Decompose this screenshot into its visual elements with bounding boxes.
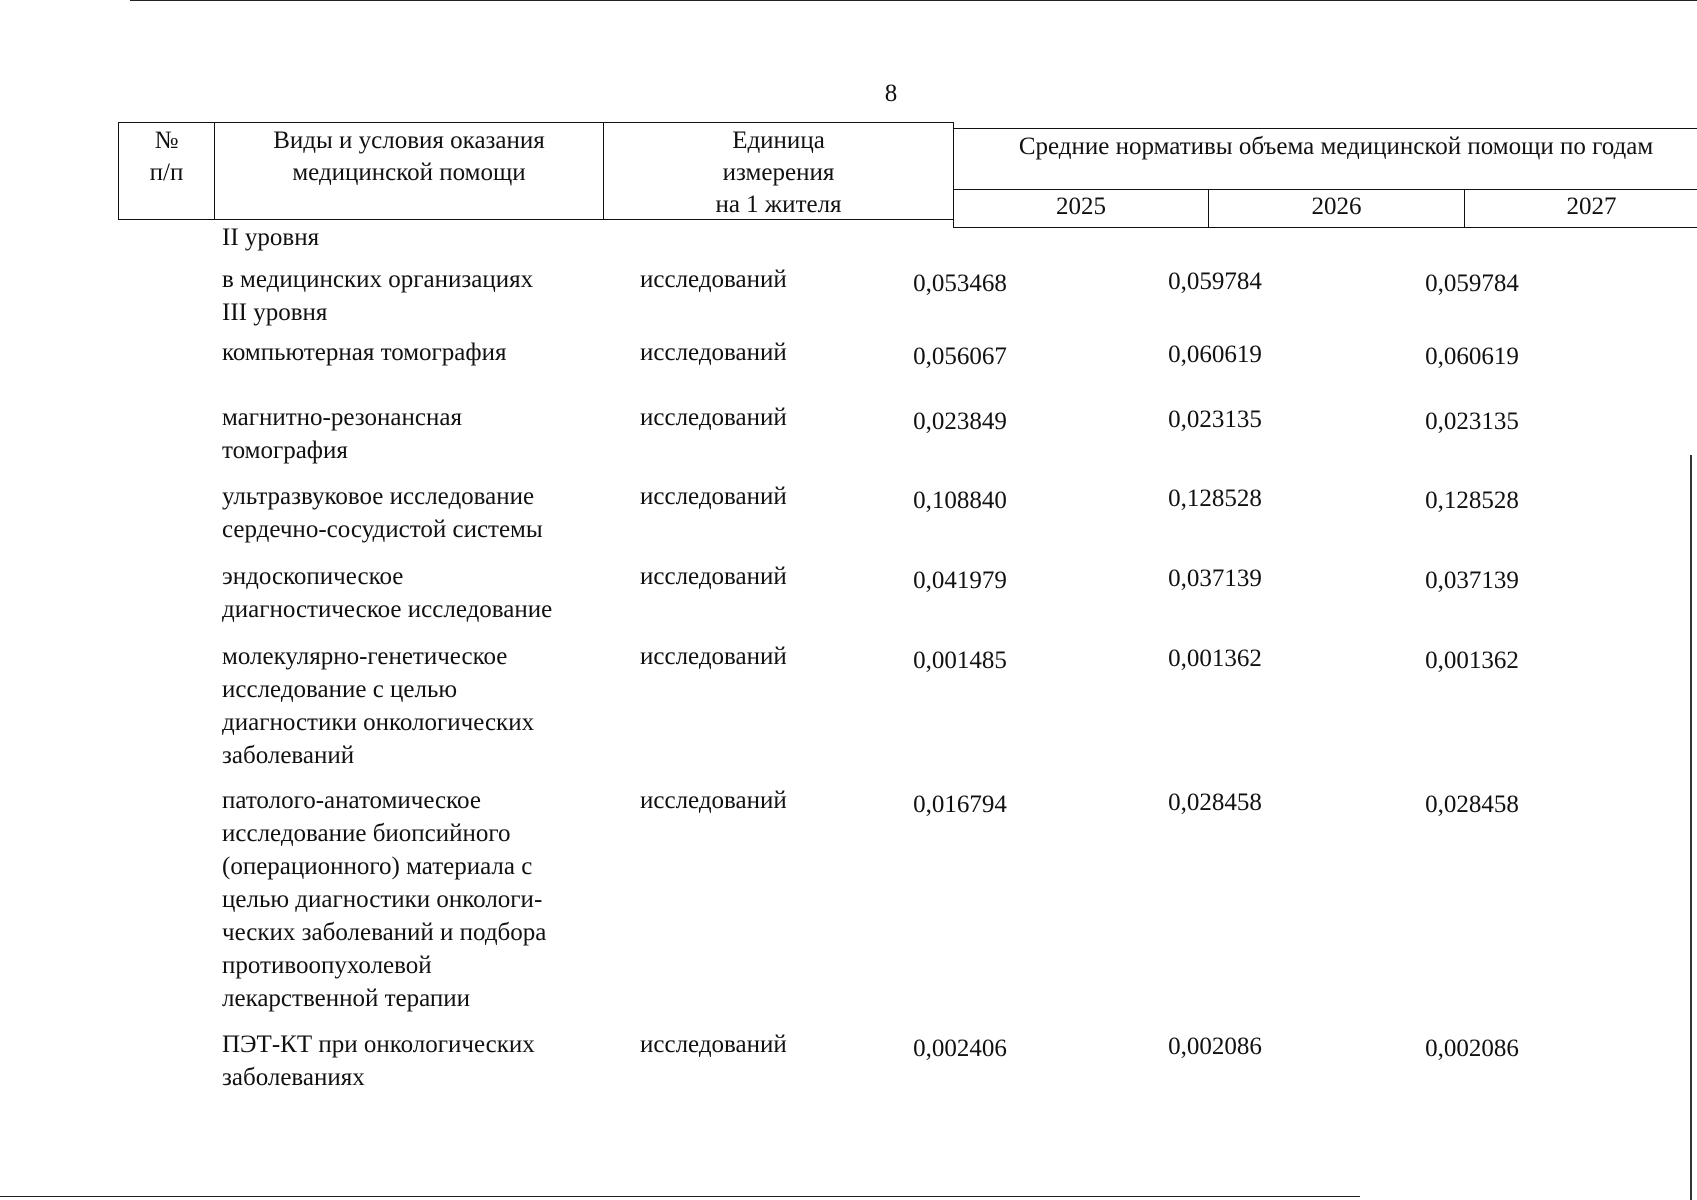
row-unit: исследований — [640, 483, 787, 510]
row-unit: исследований — [640, 787, 787, 814]
row-name: магнитно-резонансная томография — [222, 404, 462, 464]
value-2026: 0,060619 — [1168, 341, 1262, 368]
row-unit: исследований — [640, 563, 787, 590]
value-2027: 0,023135 — [1425, 408, 1519, 435]
row-unit: исследований — [640, 643, 787, 670]
row-name: ультразвуковое исследование сердечно-сосудистой системы — [222, 483, 543, 543]
value-2027: 0,060619 — [1425, 343, 1519, 370]
header-unit: Единица измерения на 1 жителя — [603, 122, 954, 220]
header-year-2027: 2027 — [1464, 189, 1697, 228]
value-2025: 0,023849 — [913, 408, 1007, 435]
value-2025: 0,108840 — [913, 487, 1007, 514]
value-2025: 0,041979 — [913, 567, 1007, 594]
value-2027: 0,128528 — [1425, 487, 1519, 514]
value-2025: 0,001485 — [913, 647, 1007, 674]
value-2026: 0,128528 — [1168, 485, 1262, 512]
row-name: молекулярно-генетическое исследование с целью диагностики онкологических заболеваний — [222, 643, 535, 769]
row-unit: исследований — [640, 404, 787, 431]
row-name: в медицинских организациях III уровня — [222, 266, 534, 326]
value-2027: 0,037139 — [1425, 567, 1519, 594]
page-number: 8 — [884, 80, 898, 107]
value-2027: 0,059784 — [1425, 270, 1519, 297]
value-2026: 0,023135 — [1168, 406, 1262, 433]
value-2025: 0,016794 — [913, 791, 1007, 818]
value-2027: 0,001362 — [1425, 647, 1519, 674]
value-2026: 0,037139 — [1168, 565, 1262, 592]
row-unit: исследований — [640, 339, 787, 366]
value-2025: 0,053468 — [913, 270, 1007, 297]
row-unit: исследований — [640, 1031, 787, 1058]
value-2026: 0,002086 — [1168, 1033, 1262, 1060]
value-2027: 0,002086 — [1425, 1035, 1519, 1062]
row-name: компьютерная томография — [222, 339, 507, 366]
value-2025: 0,002406 — [913, 1035, 1007, 1062]
row-name: ПЭТ-КТ при онкологических заболеваниях — [222, 1031, 535, 1091]
row-name: эндоскопическое диагностическое исследование — [222, 563, 553, 623]
row-unit: исследований — [640, 266, 787, 293]
value-2027: 0,028458 — [1425, 791, 1519, 818]
value-2025: 0,056067 — [913, 343, 1007, 370]
header-year-2026: 2026 — [1208, 189, 1465, 228]
header-year-group: Средние нормативы объема медицинской помощи по годам — [953, 128, 1697, 190]
header-number: № п/п — [118, 122, 215, 220]
header-year-2025: 2025 — [953, 189, 1209, 228]
value-2026: 0,028458 — [1168, 789, 1262, 816]
value-2026: 0,059784 — [1168, 268, 1262, 295]
continuation-text: II уровня — [222, 224, 320, 251]
value-2026: 0,001362 — [1168, 645, 1262, 672]
row-name: патолого-анатомическое исследование биопсийного (операционного) материала с целью диагностики онкологи- ческих заболеваний и подбора противоопухолевой лекарственной терапии — [222, 787, 547, 1012]
header-kind: Виды и условия оказания медицинской помощи — [214, 122, 604, 220]
